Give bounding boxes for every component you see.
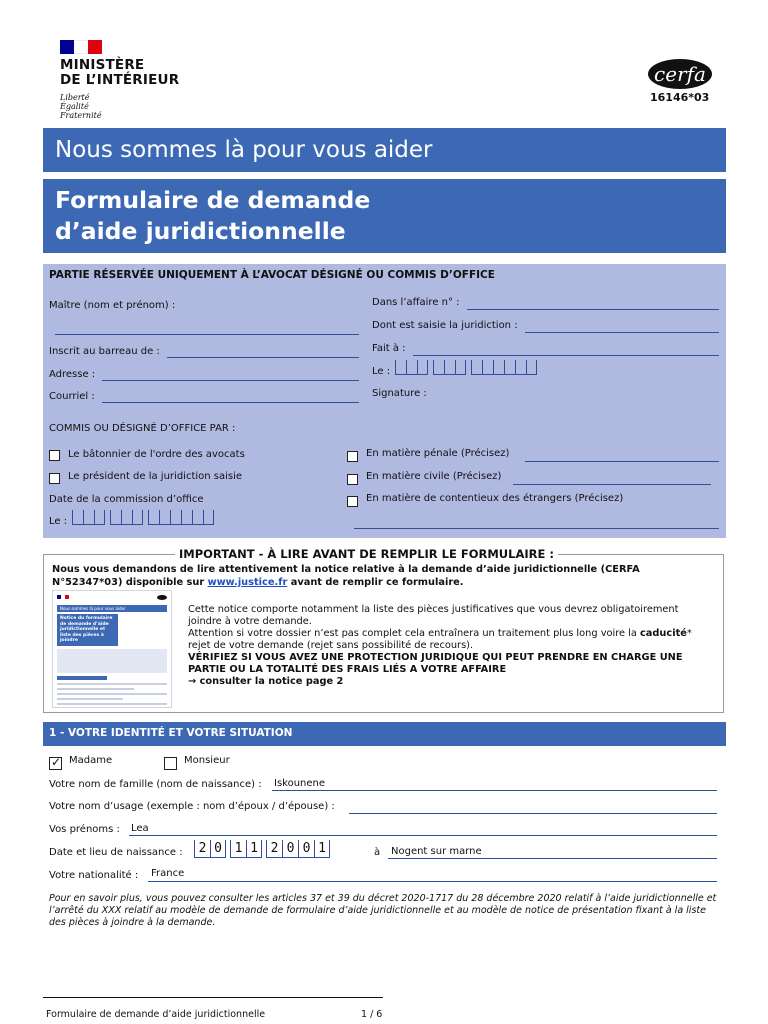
batonnier-label: Le bâtonnier de l'ordre des avocats [68,449,245,460]
birth-month-digit-2: 1 [246,840,262,858]
birth-date-field[interactable] [194,840,334,858]
legal-note: Pour en savoir plus, vous pouvez consulter les articles 37 et 39 du décret 2020-1717 du 28 décembre 2020 relatif à l’aide juridictionnelle et l’arrêté du XXX relatif au modèle de demande de formulaire d’aide juridictionnelle et au modèle de notice de présentation fixant à la liste des pièces à joindre à la demande. [49,893,717,928]
important-title: IMPORTANT - À LIRE AVANT DE REMPLIR LE FORMULAIRE : [175,547,558,561]
birth-year-digit-4: 1 [314,840,330,858]
nationalite-field[interactable] [148,881,717,882]
nationalite-value: France [151,868,185,879]
birth-month-digit-1: 1 [230,840,246,858]
usage-field[interactable] [349,813,717,814]
courriel-field[interactable] [102,402,359,403]
monsieur-label: Monsieur [184,755,230,766]
penale-checkbox[interactable] [347,451,358,462]
cerfa-number: 16146*03 [650,91,710,104]
ministry-name [60,58,179,88]
french-flag-icon [60,40,102,54]
birth-year-digit-3: 0 [298,840,314,858]
page-number: 1 / 6 [361,1009,383,1020]
signature-label: Signature : [372,388,427,399]
adresse-label: Adresse : [49,369,96,380]
penale-field[interactable] [525,461,719,462]
date-commission-label: Date de la commission d’office [49,494,204,505]
etrangers-checkbox[interactable] [347,496,358,507]
notice-thumbnail: Nous sommes là pour vous aider Notice du formulaire de demande d’aide juridictionnelle et liste des pièces à joindre [52,590,172,708]
notice-page-ref: → consulter la notice page 2 [188,676,344,687]
check-icon: ✓ [51,755,62,769]
commis-heading: COMMIS OU DÉSIGNÉ D’OFFICE PAR : [49,423,236,434]
prenoms-label: Vos prénoms : [49,824,120,835]
juridiction-label: Dont est saisie la juridiction : [372,320,518,331]
barreau-label: Inscrit au barreau de : [49,346,160,357]
madame-label: Madame [69,755,113,766]
penale-label: En matière pénale (Précisez) [366,448,510,459]
marianne-logo [60,40,102,54]
fait-a-field[interactable] [413,355,719,356]
cerfa-logo: cerfa [648,59,712,89]
fait-a-label: Fait à : [372,343,406,354]
civile-field[interactable] [513,484,711,485]
footer-rule [43,997,383,998]
lieu-value: Nogent sur marne [391,846,482,857]
president-label: Le président de la juridiction saisie [68,471,243,482]
justice-link[interactable]: www.justice.fr [207,576,288,588]
notice-paragraph: Cette notice comporte notamment la liste des pièces justificatives que vous devrez obligatoirement joindre à votre demande. [188,604,679,627]
usage-label: Votre nom d’usage (exemple : nom d’époux / d’épouse) : [49,801,335,812]
ministry-line-1: MINISTÈRE [60,57,145,73]
nom-value: Iskounene [274,778,326,789]
ministry-line-2: DE L’INTÉRIEUR [60,72,180,88]
help-banner: Nous sommes là pour vous aider [43,128,726,172]
commission-date-field[interactable] [72,510,219,525]
courriel-label: Courriel : [49,391,95,402]
madame-checkbox[interactable] [49,757,62,770]
le-label: Le : [372,366,391,377]
barreau-field[interactable] [167,357,359,358]
naissance-label: Date et lieu de naissance : [49,847,183,858]
adresse-field[interactable] [102,380,359,381]
birth-year-digit-2: 0 [282,840,298,858]
lawyer-section-heading: PARTIE RÉSERVÉE UNIQUEMENT À L’AVOCAT DÉSIGNÉ OU COMMIS D’OFFICE [49,269,495,281]
civile-label: En matière civile (Précisez) [366,471,502,482]
juridiction-field[interactable] [525,332,719,333]
birth-day-digit-1: 2 [194,840,210,858]
footer-title: Formulaire de demande d’aide juridictionnelle [46,1009,266,1020]
affaire-field[interactable] [467,309,719,310]
nom-field[interactable] [272,790,717,791]
signature-date-field[interactable] [395,360,542,375]
nationalite-label: Votre nationalité : [49,870,139,881]
etrangers-field[interactable] [354,528,719,529]
lawyer-section [43,264,726,538]
le2-label: Le : [49,516,68,527]
maitre-label: Maître (nom et prénom) : [49,300,176,311]
lieu-field[interactable] [388,858,717,859]
monsieur-checkbox[interactable] [164,757,177,770]
birth-day-digit-2: 0 [210,840,226,858]
form-title: Formulaire de demande d’aide juridictionnelle [43,179,726,253]
republic-motto: Liberté Égalité Fraternité [60,93,102,120]
nom-label: Votre nom de famille (nom de naissance) : [49,779,262,790]
lieu-a-label: à [374,847,381,858]
prenoms-field[interactable] [129,835,717,836]
civile-checkbox[interactable] [347,474,358,485]
birth-year-digit-1: 2 [266,840,282,858]
important-body [188,604,708,688]
important-intro: Nous vous demandons de lire attentivement la notice relative à la demande d’aide juridictionnelle (CERFA N°52347*03) disponible sur www.justice.fr avant de remplir ce formulaire. [52,564,640,588]
affaire-label: Dans l’affaire n° : [372,297,460,308]
protection-paragraph: VÉRIFIEZ SI VOUS AVEZ UNE PROTECTION JURIDIQUE QUI PEUT PRENDRE EN CHARGE UNE PARTIE OU LA TOTALITÉ DES FRAIS LIÉS A VOTRE AFFAIRE [188,652,683,675]
prenoms-value: Lea [131,823,149,834]
caducite-paragraph: Attention si votre dossier n’est pas complet cela entraînera un traitement plus long voire la caducité* rejet de votre demande (rejet sans possibilité de recours). [188,628,692,651]
batonnier-checkbox[interactable] [49,450,60,461]
section1-heading: 1 - VOTRE IDENTITÉ ET VOTRE SITUATION [43,722,726,746]
maitre-field[interactable] [55,334,359,335]
etrangers-label: En matière de contentieux des étrangers (Précisez) [366,493,624,504]
president-checkbox[interactable] [49,473,60,484]
